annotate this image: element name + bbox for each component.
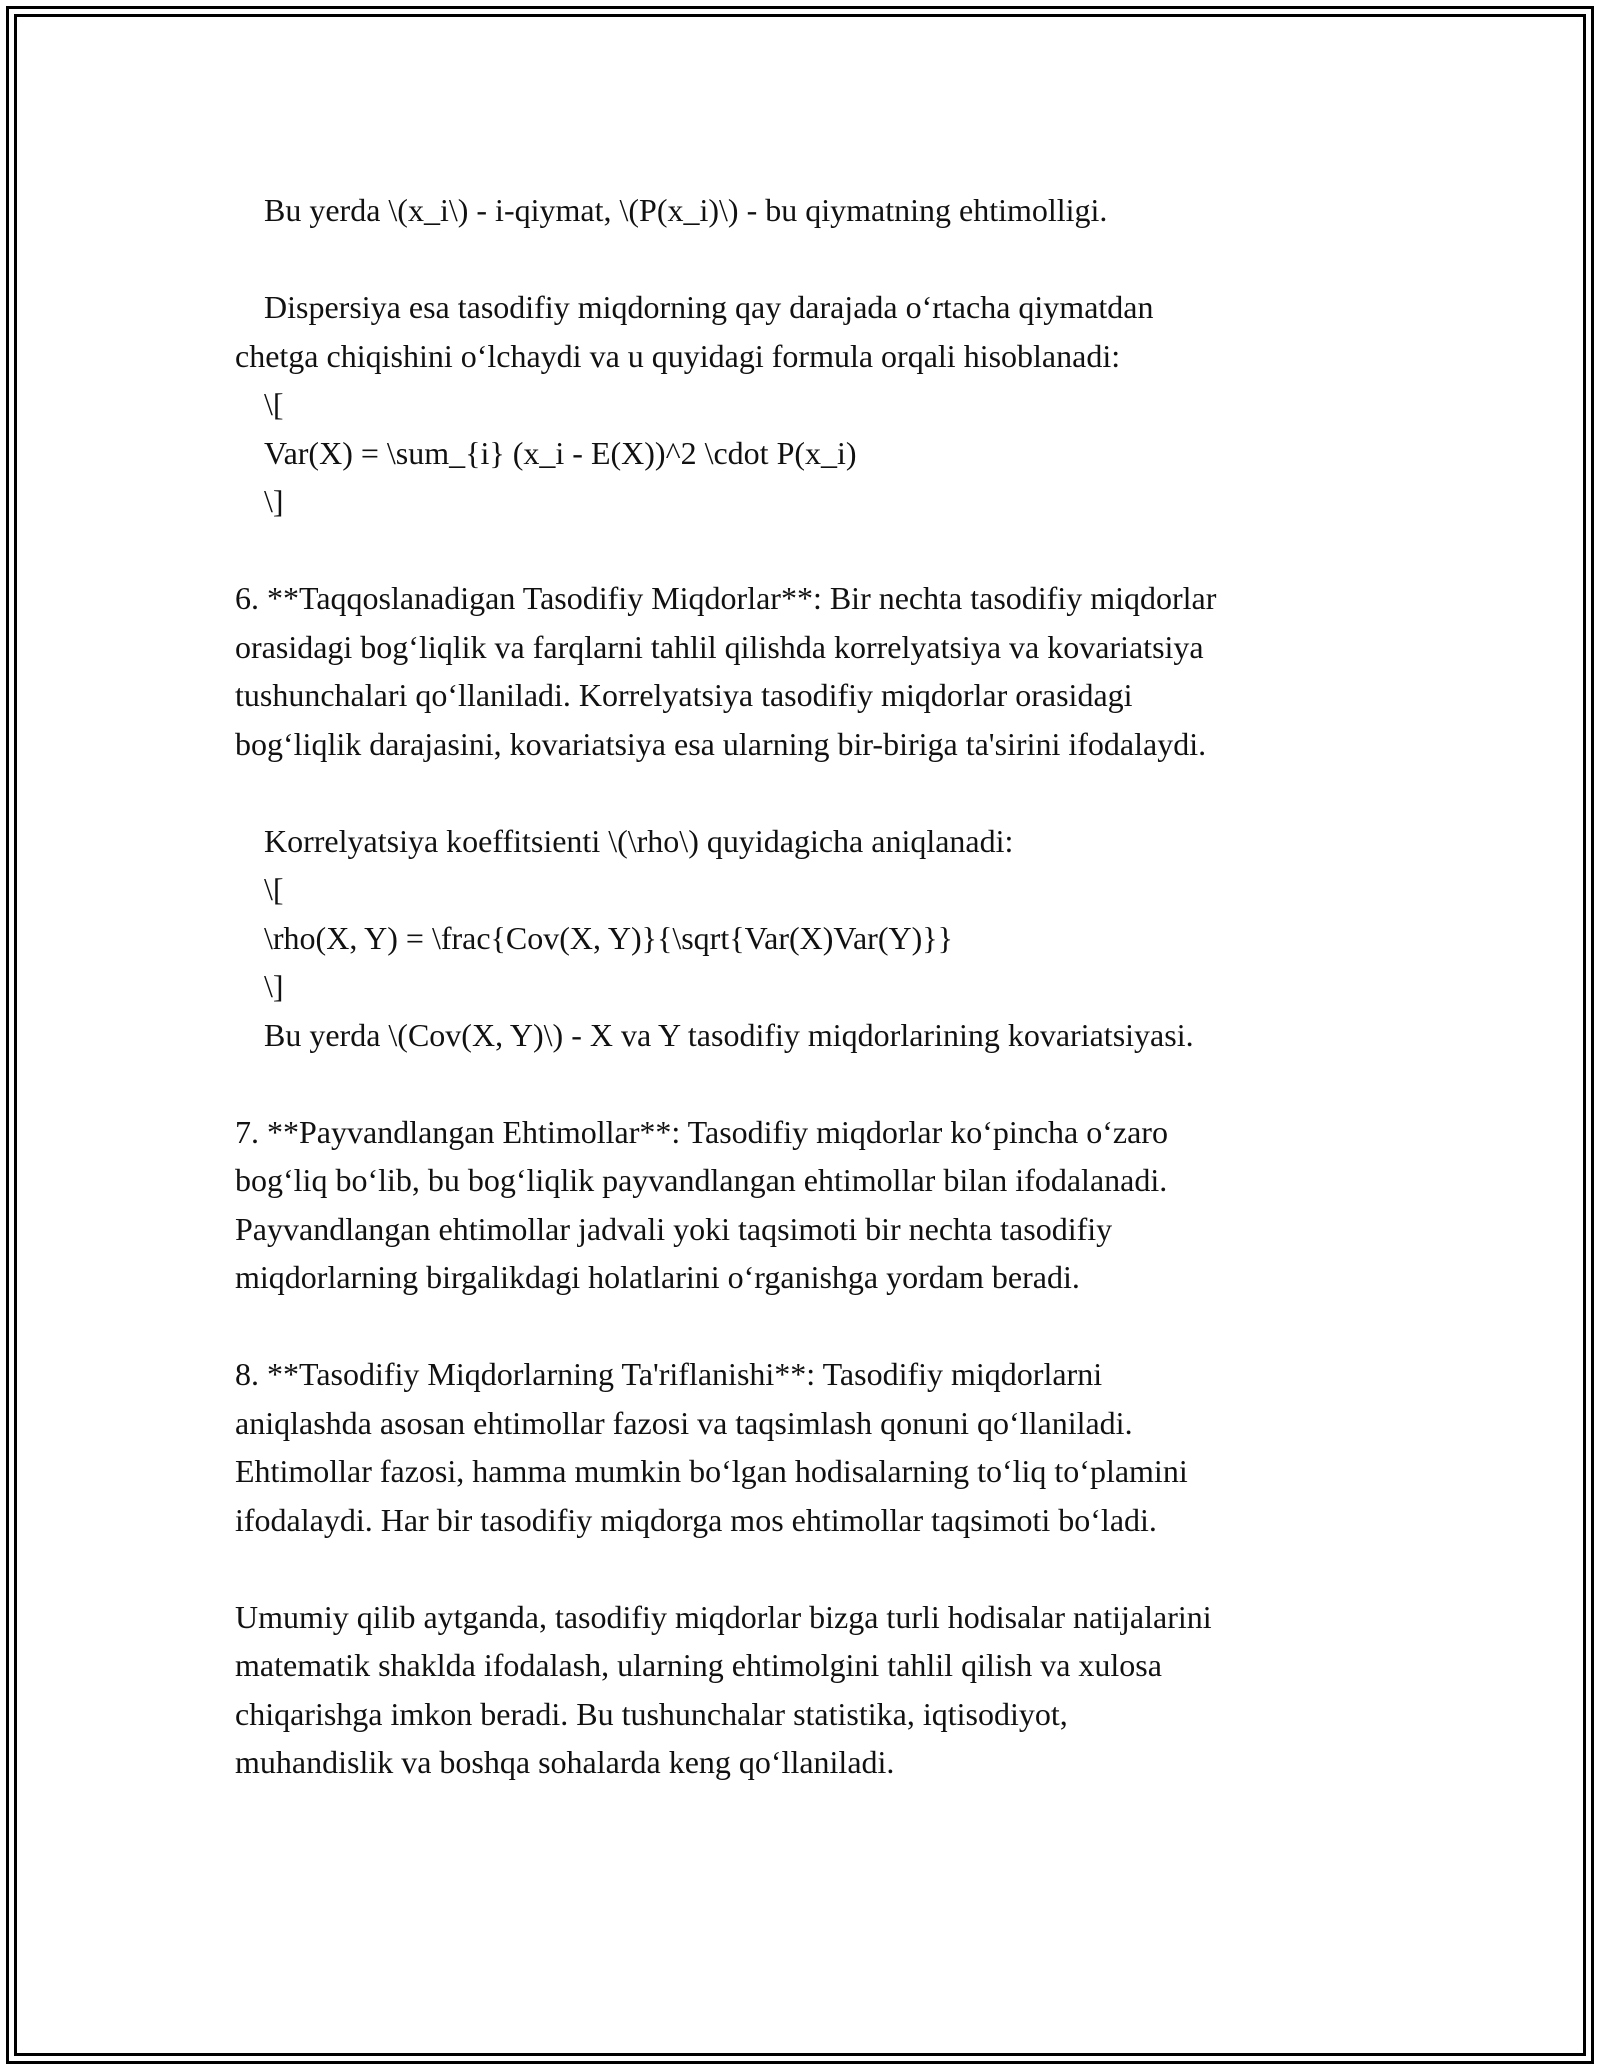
paragraph-gap xyxy=(235,1544,1395,1593)
text-line: 7. **Payvandlangan Ehtimollar**: Tasodifiy miqdorlar ko‘pincha o‘zaro xyxy=(235,1113,1168,1150)
paragraph xyxy=(235,817,1395,1060)
text-line: miqdorlarning birgalikdagi holatlarini o‘rganishga yordam beradi. xyxy=(235,1259,1080,1295)
text-line: Korrelyatsiya koeffitsienti \(\rho\) quyidagicha aniqlanadi: xyxy=(264,822,1014,859)
text-line: ifodalaydi. Har bir tasodifiy miqdorga mos ehtimollar taqsimoti bo‘ladi. xyxy=(235,1501,1157,1538)
text-line: \[ xyxy=(264,386,284,422)
paragraph-gap xyxy=(235,1302,1395,1351)
text-line: Ehtimollar fazosi, hamma mumkin bo‘lgan hodisalarning to‘liq to‘plamini xyxy=(235,1453,1188,1489)
paragraph xyxy=(235,186,1395,235)
paragraph-gap xyxy=(235,1059,1395,1108)
text-line: chetga chiqishini o‘lchaydi va u quyidagi formula orqali hisoblanadi: xyxy=(235,337,1121,374)
text-line: aniqlashda asosan ehtimollar fazosi va taqsimlash qonuni qo‘llaniladi. xyxy=(235,1404,1133,1441)
text-line: muhandislik va boshqa sohalarda keng qo‘llaniladi. xyxy=(235,1744,895,1780)
paragraph-gap xyxy=(235,768,1395,817)
paragraph xyxy=(235,380,1395,526)
text-line: 8. **Tasodifiy Miqdorlarning Ta'riflanishi**: Tasodifiy miqdorlarni xyxy=(235,1356,1103,1392)
text-line: Bu yerda \(x_i\) - i-qiymat, \(P(x_i)\) - bu qiymatning ehtimolligi. xyxy=(264,192,1108,228)
text-line: matematik shaklda ifodalash, ularning ehtimolgini tahlil qilish va xulosa xyxy=(235,1647,1162,1683)
text-line: bog‘liqlik darajasini, kovariatsiya esa ularning bir-biriga ta'sirini ifodalaydi. xyxy=(235,725,1207,762)
text-line: chiqarishga imkon beradi. Bu tushunchalar statistika, iqtisodiyot, xyxy=(235,1695,1068,1732)
paragraph xyxy=(235,1350,1395,1544)
paragraph xyxy=(235,283,1395,332)
text-line: Bu yerda \(Cov(X, Y)\) - X va Y tasodifiy miqdorlarining kovariatsiyasi. xyxy=(264,1016,1194,1053)
text-line: \] xyxy=(264,968,284,1004)
document-body xyxy=(235,186,1395,1787)
text-line: 6. **Taqqoslanadigan Tasodifiy Miqdorlar**: Bir nechta tasodifiy miqdorlar xyxy=(235,580,1217,616)
text-line: tushunchalari qo‘llaniladi. Korrelyatsiya tasodifiy miqdorlar orasidagi xyxy=(235,677,1133,713)
paragraph xyxy=(235,332,1395,381)
text-line: bog‘liq bo‘lib, bu bog‘liqlik payvandlangan ehtimollar bilan ifodalanadi. xyxy=(235,1162,1168,1198)
paragraph-gap xyxy=(235,526,1395,575)
paragraph xyxy=(235,574,1395,768)
text-line: orasidagi bog‘liqlik va farqlarni tahlil qilishda korrelyatsiya va kovariatsiya xyxy=(235,628,1204,665)
text-line: \rho(X, Y) = \frac{Cov(X, Y)}{\sqrt{Var(X)Var(Y)}} xyxy=(264,919,953,956)
paragraph xyxy=(235,1108,1395,1302)
paragraph-gap xyxy=(235,235,1395,284)
text-line: Umumiy qilib aytganda, tasodifiy miqdorlar bizga turli hodisalar natijalarini xyxy=(235,1598,1212,1635)
text-line: Payvandlangan ehtimollar jadvali yoki taqsimoti bir nechta tasodifiy xyxy=(235,1210,1113,1247)
text-line: Var(X) = \sum_{i} (x_i - E(X))^2 \cdot P(x_i) xyxy=(264,434,857,471)
text-line: Dispersiya esa tasodifiy miqdorning qay darajada o‘rtacha qiymatdan xyxy=(264,289,1154,325)
text-line: \] xyxy=(264,483,284,519)
text-line: \[ xyxy=(264,871,284,907)
paragraph xyxy=(235,1593,1395,1787)
